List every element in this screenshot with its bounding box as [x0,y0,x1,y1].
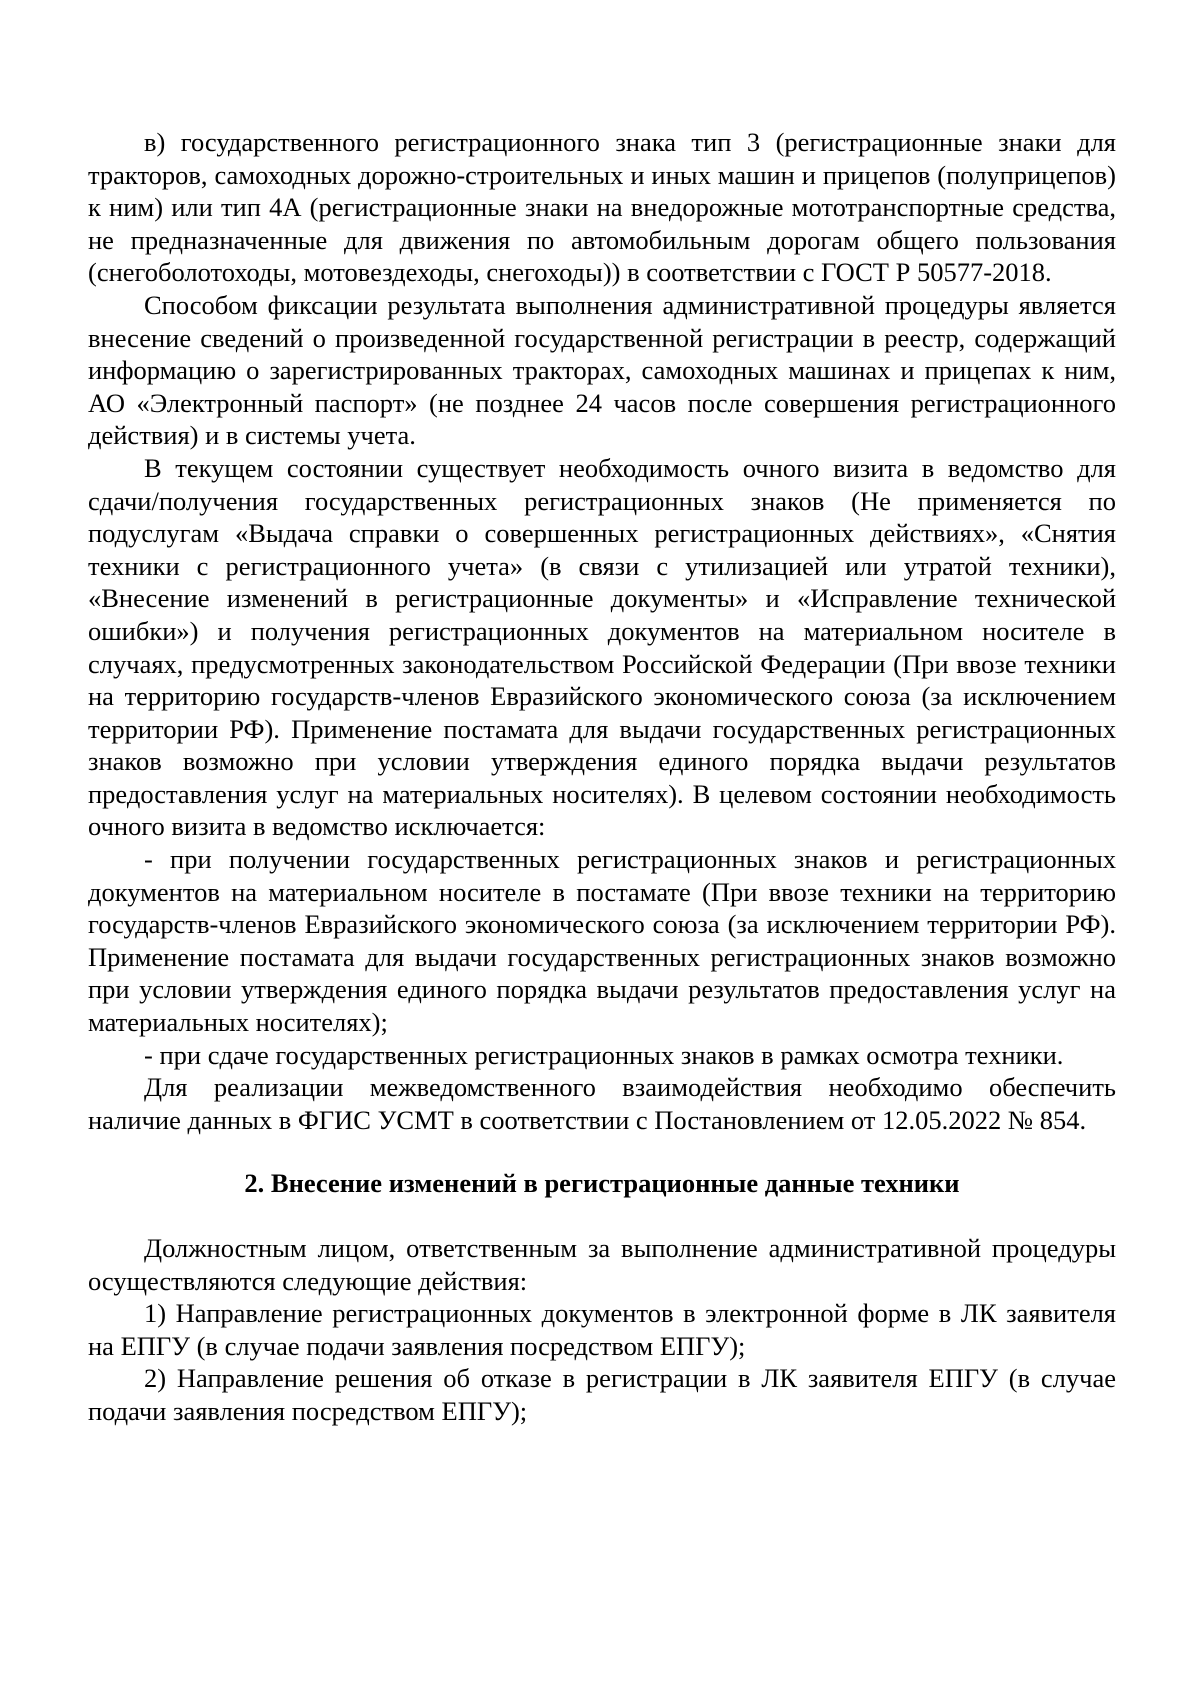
document-body [88,126,1116,1428]
paragraph-official-actions: Должностным лицом, ответственным за выполнение административной процедуры осуществляются следующие действия: [88,1233,1116,1296]
paragraph-interagency: Для реализации межведомственного взаимодействия необходимо обеспечить наличие данных в ФГИС УСМТ в соответствии с Постановлением от 12.05.2022 № 854. [88,1072,1116,1135]
list-item-inspection: - при сдаче государственных регистрационных знаков в рамках осмотра техники. [144,1039,1064,1070]
list-item-send-documents: 1) Направление регистрационных документов в электронной форме в ЛК заявителя на ЕПГУ (в случае подачи заявления посредством ЕПГУ); [88,1298,1116,1361]
list-item-send-refusal: 2) Направление решения об отказе в регистрации в ЛК заявителя ЕПГУ (в случае подачи заявления посредством ЕПГУ); [88,1363,1116,1426]
section-heading: 2. Внесение изменений в регистрационные данные техники [244,1168,960,1199]
paragraph-current-state: В текущем состоянии существует необходимость очного визита в ведомство для сдачи/получения государственных регистрационных знаков (Не применяется по подуслугам «Выдача справки о совершенных регистрационных действиях», «Снятия техники с регистрационного учета» (в связи с утилизацией или утратой техники), «Внесение изменений в регистрационные документы» и «Исправление технической ошибки») и получения регистрационных документов на материальном носителе в случаях, предусмотренных законодательством Российской Федерации (При ввозе техники на территорию государств-членов Евразийского экономического союза (за исключением территории РФ). Применение постамата для выдачи государственных регистрационных знаков возможно при условии утверждения единого порядка выдачи результатов предоставления услуг на материальных носителях). В целевом состоянии необходимость очного визита в ведомство исключается: [88,452,1116,842]
paragraph-result-fixation: Способом фиксации результата выполнения административной процедуры является внесение сведений о произведенной государственной регистрации в реестр, содержащий информацию о зарегистрированных тракторах, самоходных машинах и прицепах к ним, АО «Электронный паспорт» (не позднее 24 часов после совершения регистрационного действия) и в системы учета. [88,289,1116,451]
list-item-postamat: - при получении государственных регистрационных знаков и регистрационных документов на материальном носителе в постамате (При ввозе техники на территорию государств-членов Евразийского экономического союза (за исключением территории РФ). Применение постамата для выдачи государственных регистрационных знаков возможно при условии утверждения единого порядка выдачи результатов предоставления услуг на материальных носителях); [88,844,1116,1038]
paragraph-registration-sign-type: в) государственного регистрационного знака тип 3 (регистрационные знаки для тракторов, самоходных дорожно-строительных и иных машин и прицепов (полуприцепов) к ним) или тип 4А (регистрационные знаки на внедорожные мототранспортные средства, не предназначенные для движения по автомобильным дорогам общего пользования (снегоболотоходы, мотовездеходы, снегоходы)) в соответствии с ГОСТ Р 50577-2018. [88,127,1116,288]
